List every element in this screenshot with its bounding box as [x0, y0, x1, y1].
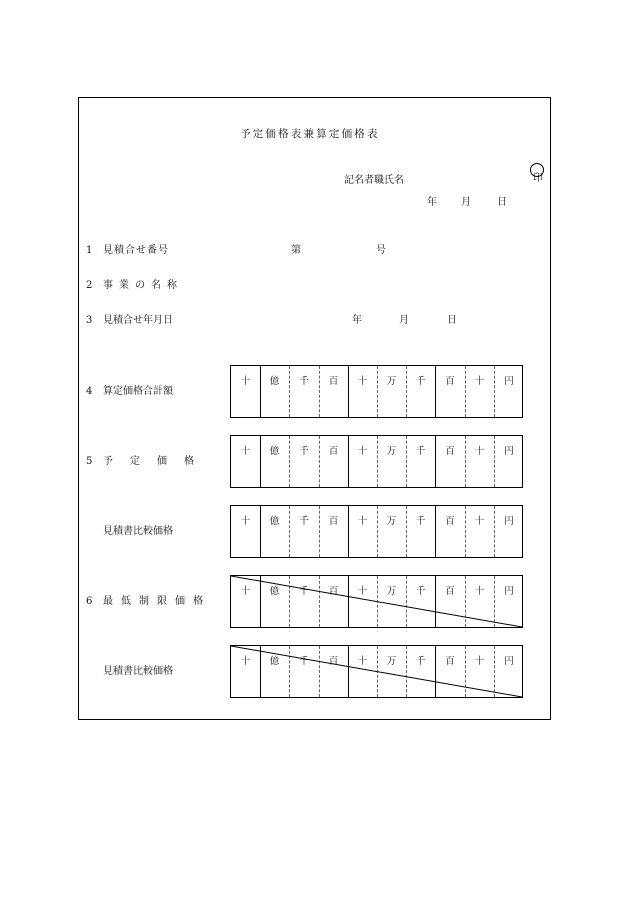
digit-unit-label: 億	[269, 656, 280, 667]
digit-unit-label: 十	[357, 586, 368, 597]
header-month-label: 月	[461, 197, 471, 208]
strike-line	[231, 646, 522, 697]
amount-row-label: 予定価格	[103, 456, 211, 467]
amount-digit-box[interactable]	[230, 645, 523, 698]
digit-divider	[319, 506, 320, 557]
digit-unit-label: 千	[415, 516, 426, 527]
digit-divider	[435, 506, 436, 557]
page-title: 予定価格表兼算定価格表	[240, 128, 380, 140]
digit-divider	[377, 436, 378, 487]
digit-unit-label: 十	[240, 446, 251, 457]
digit-unit-label: 十	[240, 586, 251, 597]
quote-date-year: 年	[352, 315, 362, 326]
amount-row-number: 6	[86, 596, 93, 607]
digit-unit-label: 百	[445, 376, 455, 387]
amount-row-label: 見積書比較価格	[103, 526, 173, 537]
digit-unit-label: 万	[386, 376, 397, 387]
amount-digit-box[interactable]	[230, 365, 523, 418]
digit-divider	[494, 366, 495, 417]
header-day-label: 日	[497, 197, 507, 208]
digit-unit-label: 円	[504, 446, 514, 457]
quote-number-prefix: 第	[291, 245, 301, 256]
digit-unit-label: 百	[328, 516, 339, 527]
digit-divider	[406, 436, 407, 487]
digit-unit-label: 万	[386, 586, 397, 597]
recorder-label: 記名者職氏名	[344, 175, 404, 186]
digit-unit-label: 十	[474, 446, 485, 457]
digit-unit-label: 千	[299, 376, 309, 387]
header-year-label: 年	[427, 197, 437, 208]
digit-divider	[319, 366, 320, 417]
digit-unit-label: 円	[504, 586, 514, 597]
digit-divider	[260, 366, 261, 417]
digit-unit-label: 百	[445, 516, 455, 527]
digit-divider	[289, 506, 290, 557]
digit-divider	[348, 436, 349, 487]
digit-unit-label: 百	[328, 446, 339, 457]
amount-row-label: 最低制限価格	[103, 596, 211, 607]
digit-unit-label: 円	[504, 656, 514, 667]
digit-unit-label: 十	[240, 376, 251, 387]
quote-date-day: 日	[447, 315, 457, 326]
item-label-quote-number: 見積合せ番号	[103, 245, 169, 256]
digit-unit-label: 十	[357, 516, 368, 527]
amount-digit-box[interactable]	[230, 505, 523, 558]
digit-divider	[406, 506, 407, 557]
amount-row-number: 4	[86, 386, 93, 397]
digit-divider	[289, 366, 290, 417]
item-label-project-name: 事業の名称	[103, 280, 183, 291]
digit-divider	[435, 436, 436, 487]
amount-digit-box[interactable]	[230, 575, 523, 628]
digit-unit-label: 百	[328, 586, 339, 597]
strike-line	[231, 576, 522, 627]
strike-diagonal	[231, 576, 522, 627]
digit-divider	[377, 366, 378, 417]
digit-unit-label: 百	[445, 446, 455, 457]
digit-unit-label: 億	[269, 376, 280, 387]
digit-unit-label: 千	[299, 446, 309, 457]
digit-unit-label: 十	[474, 376, 485, 387]
digit-divider	[377, 506, 378, 557]
digit-unit-label: 十	[357, 376, 368, 387]
amount-row-label: 算定価格合計額	[103, 386, 173, 397]
digit-unit-label: 十	[357, 446, 368, 457]
digit-divider	[435, 366, 436, 417]
digit-unit-label: 千	[415, 446, 426, 457]
digit-unit-label: 円	[504, 516, 514, 527]
digit-unit-label: 百	[328, 376, 339, 387]
item-number: 1	[86, 245, 93, 256]
digit-divider	[465, 436, 466, 487]
seal-label: 印	[533, 173, 543, 184]
digit-divider	[465, 506, 466, 557]
digit-divider	[406, 366, 407, 417]
digit-unit-label: 千	[415, 376, 426, 387]
digit-unit-label: 十	[240, 656, 251, 667]
amount-row-label: 見積書比較価格	[103, 666, 173, 677]
digit-unit-label: 円	[504, 376, 514, 387]
digit-unit-label: 億	[269, 446, 280, 457]
digit-divider	[494, 436, 495, 487]
item-label-quote-date: 見積合せ年月日	[103, 315, 173, 326]
quote-date-month: 月	[399, 315, 409, 326]
digit-unit-label: 十	[474, 656, 485, 667]
digit-unit-label: 百	[328, 656, 339, 667]
amount-row-number: 5	[86, 456, 93, 467]
digit-unit-label: 十	[357, 656, 368, 667]
digit-unit-label: 千	[299, 516, 309, 527]
quote-number-suffix: 号	[376, 245, 386, 256]
digit-unit-label: 億	[269, 586, 280, 597]
item-number: 2	[86, 280, 93, 291]
digit-divider	[319, 436, 320, 487]
digit-divider	[348, 366, 349, 417]
digit-divider	[260, 506, 261, 557]
digit-unit-label: 億	[269, 516, 280, 527]
digit-unit-label: 千	[299, 656, 309, 667]
digit-unit-label: 千	[299, 586, 309, 597]
digit-unit-label: 十	[474, 586, 485, 597]
item-number: 3	[86, 315, 93, 326]
digit-divider	[260, 436, 261, 487]
digit-unit-label: 千	[415, 586, 426, 597]
digit-divider	[465, 366, 466, 417]
digit-unit-label: 万	[386, 516, 397, 527]
digit-unit-label: 十	[240, 516, 251, 527]
digit-divider	[494, 506, 495, 557]
amount-digit-box[interactable]	[230, 435, 523, 488]
digit-unit-label: 万	[386, 446, 397, 457]
digit-unit-label: 千	[415, 656, 426, 667]
digit-divider	[348, 506, 349, 557]
digit-unit-label: 百	[445, 656, 455, 667]
digit-unit-label: 十	[474, 516, 485, 527]
strike-diagonal	[231, 646, 522, 697]
digit-divider	[289, 436, 290, 487]
digit-unit-label: 万	[386, 656, 397, 667]
digit-unit-label: 百	[445, 586, 455, 597]
